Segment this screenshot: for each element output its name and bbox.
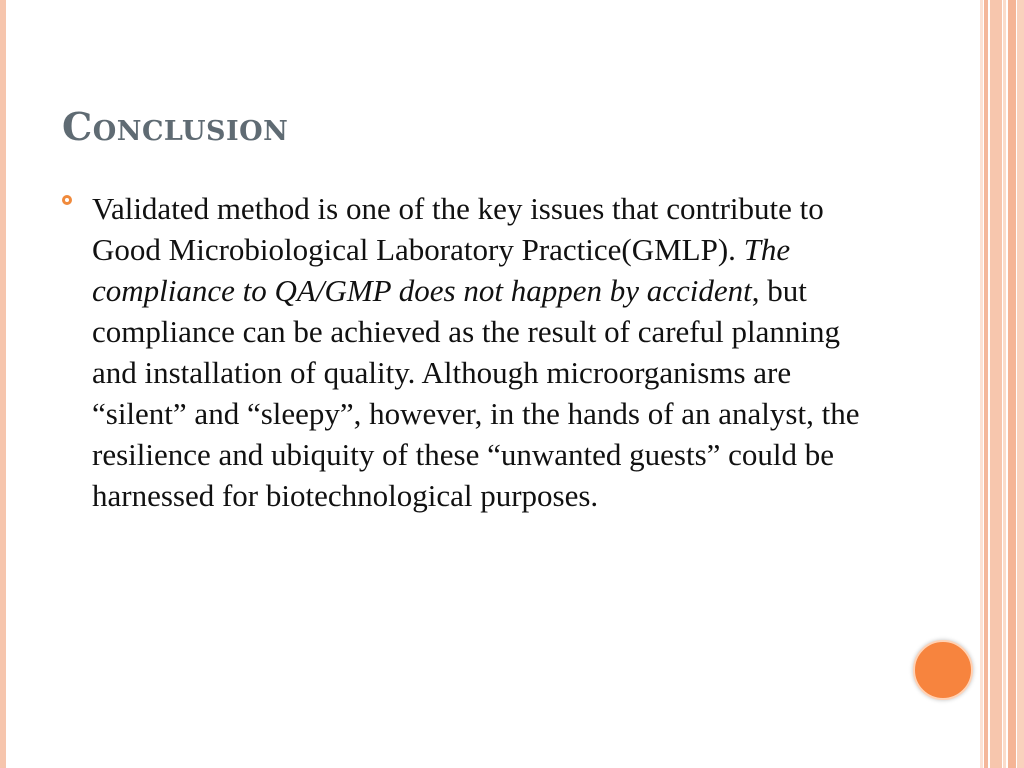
orange-orb-icon [913, 640, 973, 700]
hollow-circle-bullet-icon [62, 195, 72, 205]
right-stripe-decoration [990, 0, 1002, 768]
slide-title: Conclusion [62, 104, 289, 149]
right-stripe-decoration [1008, 0, 1016, 768]
left-border-decoration [0, 0, 6, 768]
bullet-text-segment: , but compliance can be achieved as the result of careful planning and installation of quality. Although microorganisms are “silent” and “sleepy”, however, in the hands of an analyst, the resilience and ubiquity of these “unwanted guests” could be harnessed for biotechnological purposes. [92, 273, 860, 513]
right-stripe-decoration [980, 0, 983, 768]
right-stripe-decoration [1017, 0, 1024, 768]
right-stripe-decoration [1003, 0, 1006, 768]
bullet-text-segment: Validated method is one of the key issues that contribute to Good Microbiological Laboratory Practice(GMLP). [92, 191, 824, 267]
bullet-text [92, 188, 882, 516]
bullet-text-italic-segment: The compliance to QA/GMP does not happen by accident [92, 232, 791, 308]
right-stripe-decoration [984, 0, 988, 768]
